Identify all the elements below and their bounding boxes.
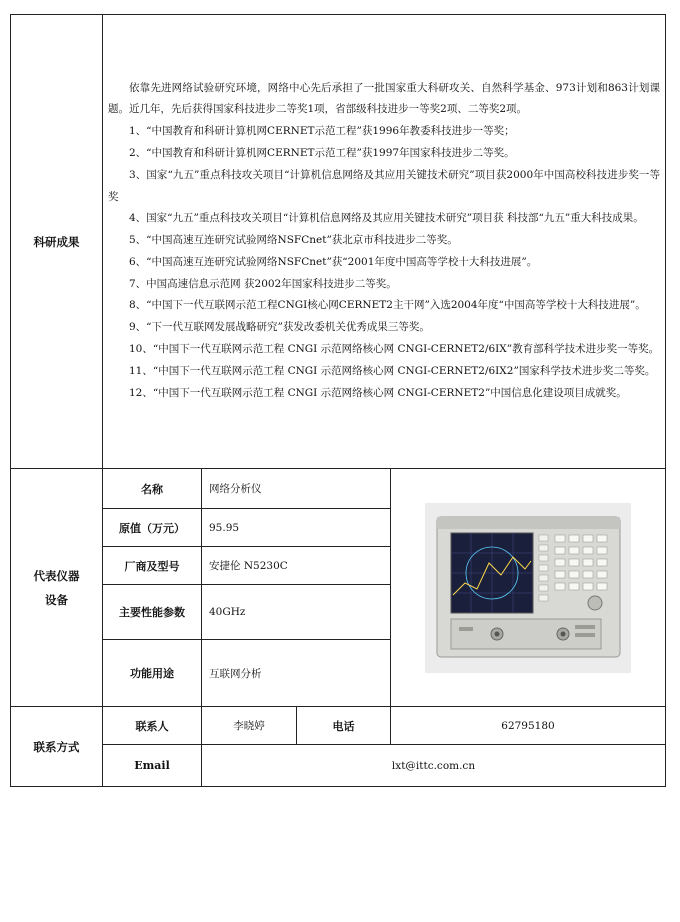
perf-value: 40GHz: [202, 585, 391, 640]
maker-label: 厂商及型号: [103, 547, 202, 585]
name-label: 名称: [103, 469, 202, 509]
research-item: 9、“下一代互联网发展战略研究”获发改委机关优秀成果三等奖。: [129, 321, 430, 334]
research-item: 8、“中国下一代互联网示范工程CNGI核心网CERNET2主干网”入选2004年度“中国高等学校十大科技进展”。: [129, 299, 646, 312]
research-item: 11、“中国下一代互联网示范工程 CNGI 示范网络核心网 CNGI-CERNET2/6IX2”国家科学技术进步奖二等奖。: [129, 364, 656, 377]
equipment-label-line1: 代表仪器: [33, 568, 80, 583]
research-item: 3、国家“九五”重点科技攻关项目“计算机信息网络及其应用关键技术研究”项目获2000年中国高校科技进步奖一等奖: [108, 168, 660, 203]
email-row: [11, 745, 666, 787]
use-label: 功能用途: [103, 640, 202, 707]
name-value: 网络分析仪: [202, 469, 391, 509]
network-analyzer-image: [425, 503, 631, 673]
research-item: 10、“中国下一代互联网示范工程 CNGI 示范网络核心网 CNGI-CERNET2/6IX”教育部科学技术进步奖一等奖。: [129, 343, 660, 356]
equipment-name-row: [11, 469, 666, 509]
phone-label: 电话: [297, 707, 391, 745]
research-item: 6、“中国高速互连研究试验网络NSFCnet”获“2001年度中国高等学校十大科技进展”。: [129, 255, 538, 268]
perf-label: 主要性能参数: [103, 585, 202, 640]
research-intro: 依靠先进网络试验研究环境，网络中心先后承担了一批国家重大科研攻关、自然科学基金、973计划和863计划课题。近几年，先后获得国家科技进步二等奖1项，省部级科技进步一等奖2项、二等奖2项。: [108, 81, 660, 116]
use-value: 互联网分析: [202, 640, 391, 707]
research-item: 5、“中国高速互连研究试验网络NSFCnet”获北京市科技进步二等奖。: [129, 234, 458, 247]
email-label: Email: [103, 745, 202, 787]
price-value: 95.95: [202, 509, 391, 547]
equipment-label-line2: 设备: [45, 592, 68, 607]
research-item: 2、“中国教育和科研计算机网CERNET示范工程”获1997年国家科技进步二等奖。: [129, 146, 515, 159]
research-row: [11, 15, 666, 469]
research-label: 科研成果: [11, 15, 103, 469]
research-item: 12、“中国下一代互联网示范工程 CNGI 示范网络核心网 CNGI-CERNET2”中国信息化建设项目成就奖。: [129, 386, 627, 399]
equipment-label: [11, 469, 103, 707]
research-item: 7、中国高速信息示范网 获2002年国家科技进步二等奖。: [129, 277, 397, 290]
instrument-photo-cell: [391, 469, 666, 707]
contact-person-label: 联系人: [103, 707, 202, 745]
info-table: [10, 14, 666, 787]
contact-row: [11, 707, 666, 745]
price-label: 原值（万元）: [103, 509, 202, 547]
phone-value: 62795180: [391, 707, 666, 745]
research-content: [103, 15, 666, 469]
contact-label: 联系方式: [11, 707, 103, 787]
research-item: 4、国家“九五”重点科技攻关项目“计算机信息网络及其应用关键技术研究”项目获 科技部“九五”重大科技成果。: [129, 212, 644, 225]
email-value: lxt@ittc.com.cn: [202, 745, 666, 787]
contact-person-value: 李晓婷: [202, 707, 297, 745]
maker-value: 安捷伦 N5230C: [202, 547, 391, 585]
research-item: 1、“中国教育和科研计算机网CERNET示范工程”获1996年教委科技进步一等奖；: [129, 125, 515, 138]
